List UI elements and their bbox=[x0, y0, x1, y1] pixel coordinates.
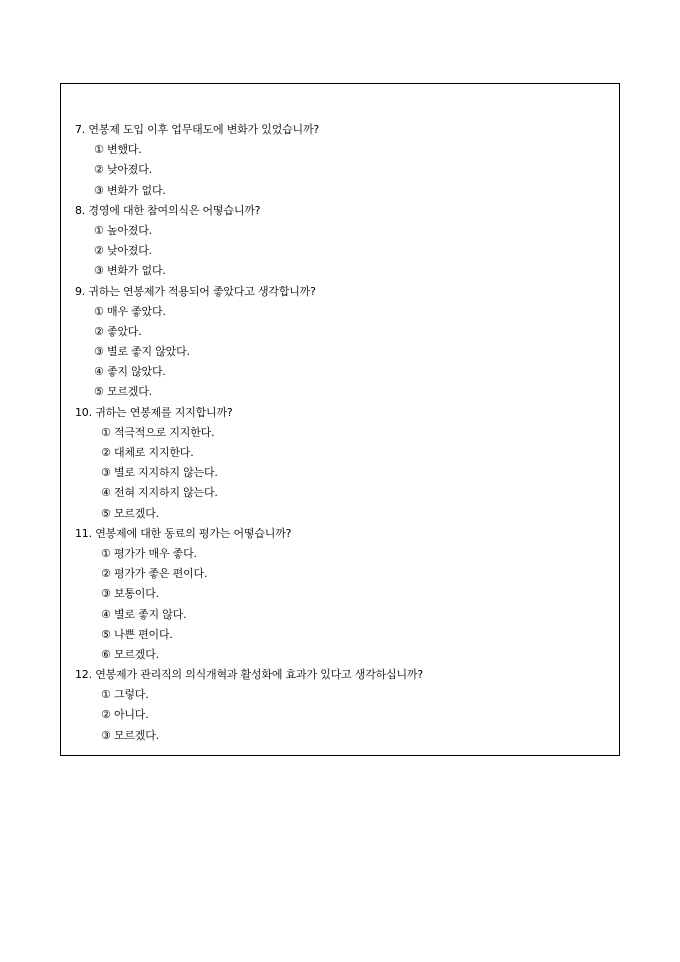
option: ① 평가가 매우 좋다. bbox=[101, 546, 197, 560]
question-12 bbox=[75, 665, 611, 746]
option: ② 대체로 지지한다. bbox=[101, 446, 194, 459]
option: ④ 전혀 지지하지 않는다. bbox=[101, 486, 218, 500]
question-text: 11. 연봉제에 대한 동료의 평가는 어떻습니까? bbox=[75, 526, 292, 540]
option: ① 매우 좋았다. bbox=[94, 304, 166, 318]
option: ② 낮아졌다. bbox=[94, 244, 152, 258]
option: ① 변했다. bbox=[94, 143, 142, 157]
question-7 bbox=[75, 120, 611, 201]
option: ⑤ 모르겠다. bbox=[94, 385, 152, 399]
option: ③ 모르겠다. bbox=[101, 728, 159, 742]
question-9 bbox=[75, 282, 611, 403]
question-text: 9. 귀하는 연봉제가 적용되어 좋았다고 생각합니까? bbox=[75, 284, 316, 298]
option: ⑤ 모르겠다. bbox=[101, 506, 159, 520]
question-8 bbox=[75, 201, 611, 282]
option: ② 낮아졌다. bbox=[94, 163, 152, 177]
question-text: 12. 연봉제가 관리직의 의식개혁과 활성화에 효과가 있다고 생각하십니까? bbox=[75, 668, 423, 682]
option: ② 좋았다. bbox=[94, 324, 142, 338]
option: ③ 보통이다. bbox=[101, 587, 159, 601]
option: ③ 별로 좋지 않았다. bbox=[94, 345, 190, 359]
option: ③ 변화가 없다. bbox=[94, 183, 166, 197]
question-text: 8. 경영에 대한 참여의식은 어떻습니까? bbox=[75, 203, 261, 217]
option: ④ 별로 좋지 않다. bbox=[101, 607, 187, 621]
option: ① 적극적으로 지지한다. bbox=[101, 425, 215, 439]
option: ② 평가가 좋은 편이다. bbox=[101, 567, 208, 581]
option: ⑥ 모르겠다. bbox=[101, 647, 159, 661]
question-11 bbox=[75, 524, 611, 665]
option: ② 아니다. bbox=[101, 708, 149, 722]
question-text: 7. 연봉제 도입 이후 업무태도에 변화가 있었습니까? bbox=[75, 123, 320, 136]
option: ④ 좋지 않았다. bbox=[94, 365, 166, 379]
option: ③ 별로 지지하지 않는다. bbox=[101, 466, 218, 480]
question-text: 10. 귀하는 연봉제를 지지합니까? bbox=[75, 405, 233, 419]
option: ⑤ 나쁜 편이다. bbox=[101, 627, 173, 641]
option: ③ 변화가 없다. bbox=[94, 264, 166, 278]
option: ① 그렇다. bbox=[101, 688, 149, 702]
survey-content bbox=[75, 120, 611, 746]
question-10 bbox=[75, 403, 611, 524]
survey-box bbox=[60, 83, 620, 756]
option: ① 높아졌다. bbox=[94, 223, 152, 237]
